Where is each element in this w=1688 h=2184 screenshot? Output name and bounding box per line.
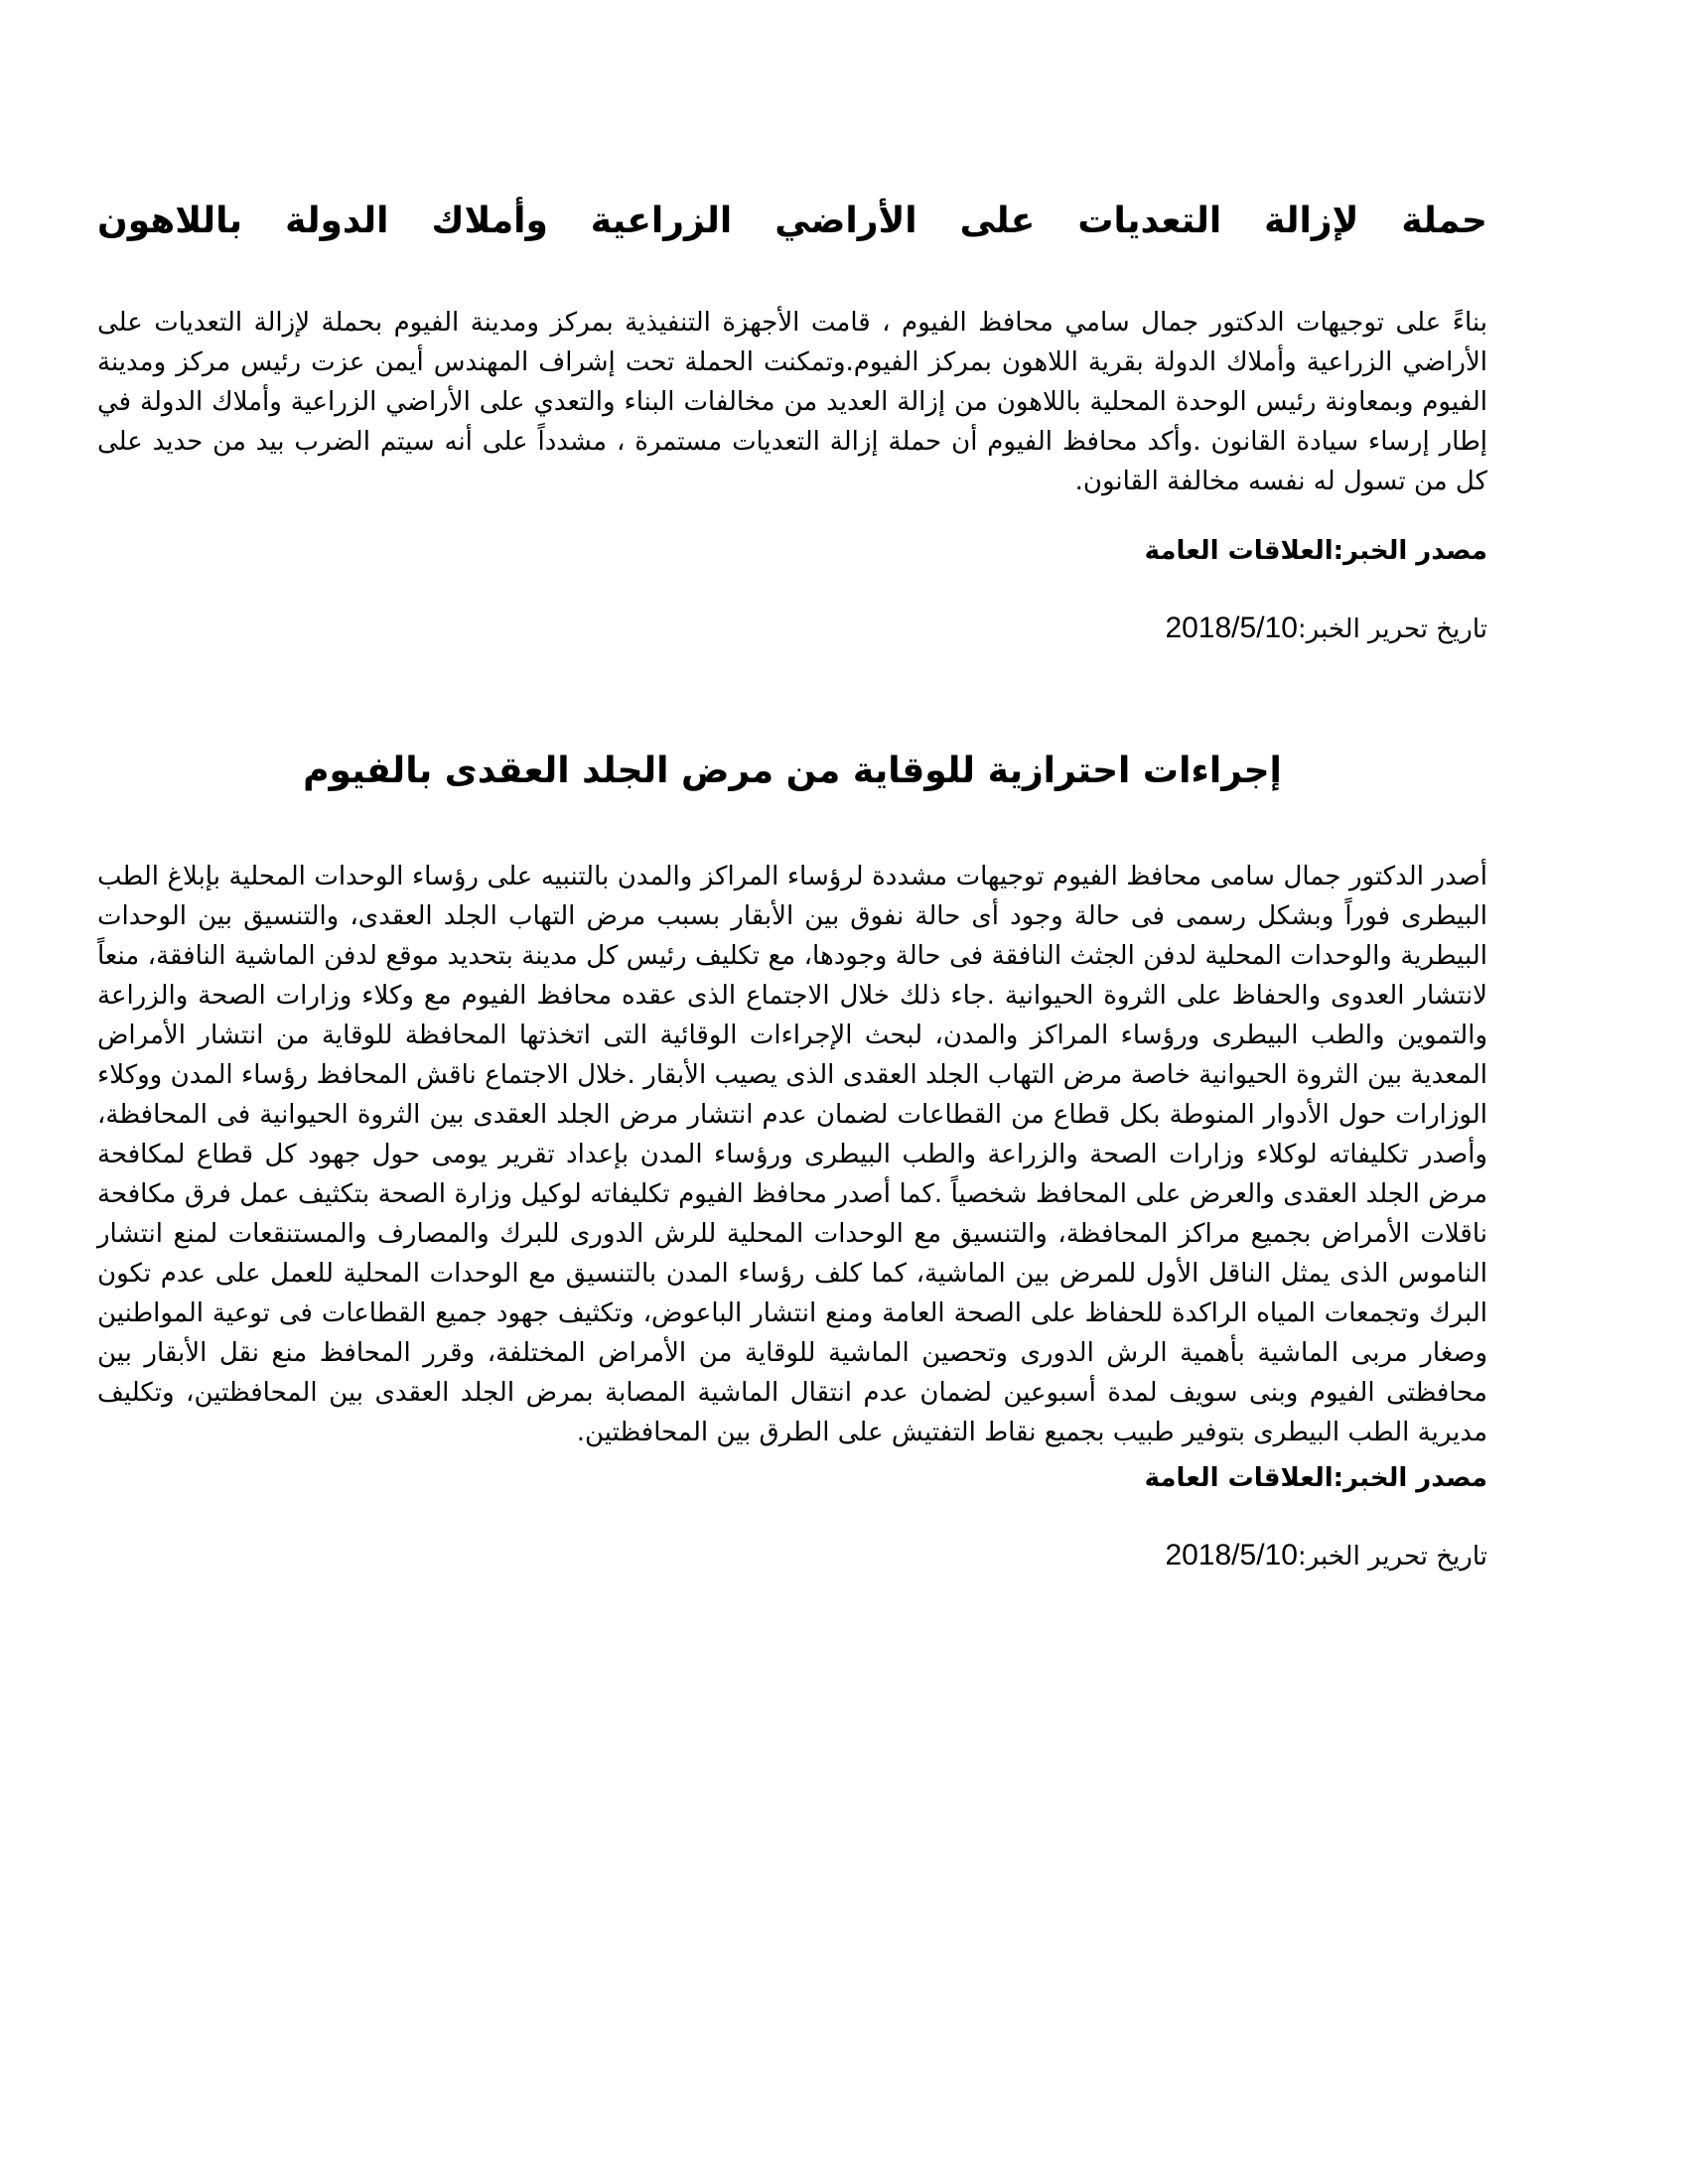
article-1-date-value: 2018/5/10 <box>1165 611 1298 644</box>
article-1-date <box>97 609 1487 649</box>
article-2-date <box>97 1536 1487 1576</box>
article-2-title: إجراءات احترازية للوقاية من مرض الجلد العقدى بالفيوم <box>303 750 1282 791</box>
document-page <box>97 169 1487 1576</box>
article-2-body: أصدر الدكتور جمال سامى محافظ الفيوم توجيهات مشددة لرؤساء المراكز والمدن بالتنبيه على رؤساء الوحدات المحلية بإبلاغ الطب البيطرى فوراً وبشكل رسمى فى حالة وجود أى حالة نفوق بين الأبقار بسبب مرض التهاب الجلد العقدى، والتنسيق بين الوحدات البيطرية والوحدات المحلية لدفن الجثث النافقة فى حالة وجودها، مع تكليف رئيس كل مدينة بتحديد موقع لدفن الماشية النافقة، منعاً لانتشار العدوى والحفاظ على الثروة الحيوانية .جاء ذلك خلال الاجتماع الذى عقده محافظ الفيوم مع وكلاء وزارات الصحة والزراعة والتموين والطب البيطرى ورؤساء المراكز والمدن، لبحث الإجراءات الوقائية التى اتخذتها المحافظة للوقاية من انتشار الأمراض المعدية بين الثروة الحيوانية خاصة مرض التهاب الجلد العقدى الذى يصيب الأبقار .خلال الاجتماع ناقش المحافظ رؤساء المدن ووكلاء الوزارات حول الأدوار المنوطة بكل قطاع من القطاعات لضمان عدم انتشار مرض الجلد العقدى بين الثروة الحيوانية فى المحافظة، وأصدر تكليفاته لوكلاء وزارات الصحة والزراعة والطب البيطرى ورؤساء المدن بإعداد تقرير يومى حول جهود كل قطاع لمكافحة مرض الجلد العقدى والعرض على المحافظ شخصياً .كما أصدر محافظ الفيوم تكليفاته لوكيل وزارة الصحة بتكثيف عمل فرق مكافحة ناقلات الأمراض بجميع مراكز المحافظة، والتنسيق مع الوحدات المحلية للرش الدورى للبرك والمصارف والمستنقعات لمنع انتشار الناموس الذى يمثل الناقل الأول للمرض بين الماشية، كما كلف رؤساء المدن بالتنسيق مع الوحدات المحلية للعمل على عدم تكون البرك وتجمعات المياه الراكدة للحفاظ على الصحة العامة ومنع انتشار الباعوض، وتكثيف جهود جميع القطاعات فى توعية المواطنين وصغار مربى الماشية بأهمية الرش الدورى وتحصين الماشية للوقاية من الأمراض المختلفة، وقرر المحافظ منع نقل الأبقار بين محافظتى الفيوم وبنى سويف لمدة أسبوعين لضمان عدم انتقال الماشية المصابة بمرض الجلد العقدى بين المحافظتين، وتكليف مديرية الطب البيطرى بتوفير طبيب بجميع نقاط التفتيش على الطرق بين المحافظتين. <box>97 861 1487 1447</box>
article-1-body: بناءً على توجيهات الدكتور جمال سامي محافظ الفيوم ، قامت الأجهزة التنفيذية بمركز ومدينة الفيوم بحملة لإزالة التعديات على الأراضي الزراعية وأملاك الدولة بقرية اللاهون بمركز الفيوم.وتمكنت الحملة تحت إشراف المهندس أيمن عزت رئيس مركز ومدينة الفيوم وبمعاونة رئيس الوحدة المحلية باللاهون من إزالة العديد من مخالفات البناء والتعدي على الأراضي الزراعية وأملاك الدولة في إطار إرساء سيادة القانون .وأكد محافظ الفيوم أن حملة إزالة التعديات مستمرة ، مشدداً على أنه سيتم الضرب بيد من حديد على كل من تسول له نفسه مخالفة القانون. <box>97 307 1487 496</box>
article-1-title: حملة لإزالة التعديات على الأراضي الزراعية وأملاك الدولة باللاهون <box>97 201 1487 241</box>
article-2-date-label: تاريخ تحرير الخبر: <box>1297 1541 1487 1571</box>
article-2-source: مصدر الخبر:العلاقات العامة <box>1144 1462 1487 1493</box>
article-1-date-label: تاريخ تحرير الخبر: <box>1297 614 1487 644</box>
article-2-date-value: 2018/5/10 <box>1165 1538 1298 1571</box>
article-1-source: مصدر الخبر:العلاقات العامة <box>1144 535 1487 566</box>
